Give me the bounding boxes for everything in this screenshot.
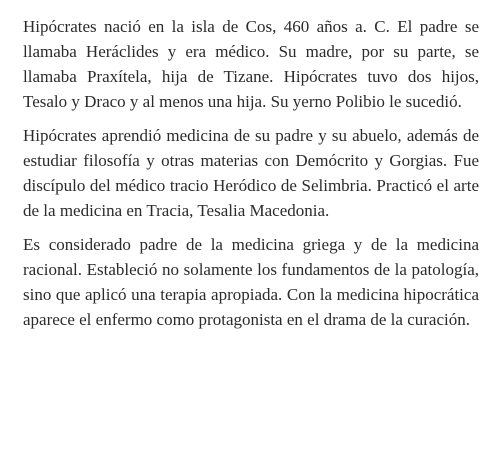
paragraph-legacy: Es considerado padre de la medicina griega y de la medicina racional. Estableció no solamente los fundamentos de la patología, sino que aplicó una terapia apropiada. Con la medicina hipocrática aparece el enfermo como protagonista en el drama de la curación. [23,235,479,329]
paragraph-birth-family: Hipócrates nació en la isla de Cos, 460 años a. C. El padre se llamaba Heráclides y era médico. Su madre, por su parte, se llamaba Praxítela, hija de Tizane. Hipócrates tuvo dos hijos, Tesalo y Draco y al menos una hija. Su yerno Polibio le sucedió. [23,17,479,111]
paragraph-education: Hipócrates aprendió medicina de su padre y su abuelo, además de estudiar filosofía y otras materias con Demócrito y Gorgias. Fue discípulo del médico tracio Heródico de Selimbria. Practicó el arte de la medicina en Tracia, Tesalia Macedonia. [23,126,479,220]
document-body [23,14,479,332]
